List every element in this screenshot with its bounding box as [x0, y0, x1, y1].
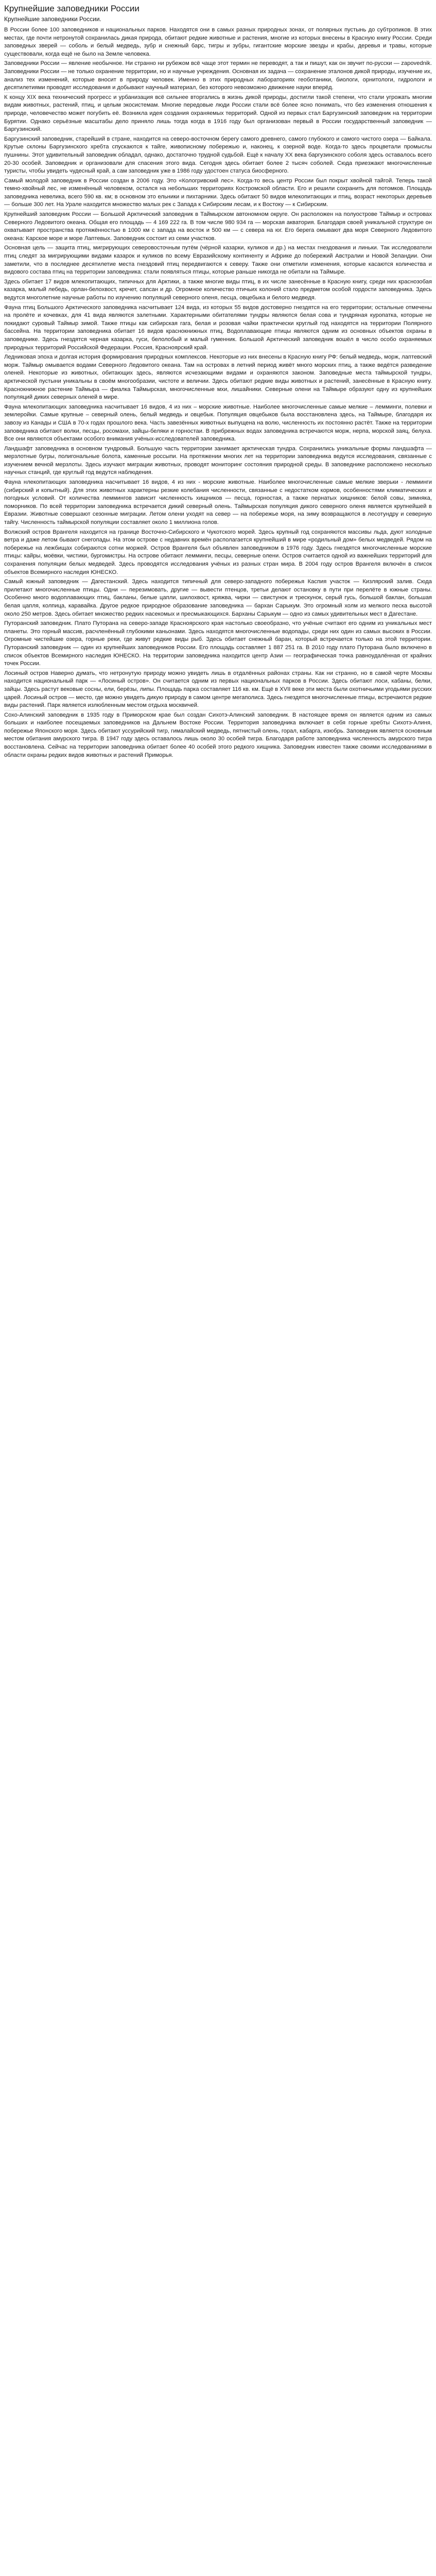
article-paragraph: Баргузинский заповедник, старейший в стране, находится на северо-восточном берегу самого древнего, самого глубокого и самого чистого озера — Байкала. Крутые склоны Баргузинского хребта спускаются к тайге, живописному побережью и, наконец, к озерной воде. Когда-то здесь процветали промыслы пушнины. Этот удивительный заповедник обладал, однако, достаточно трудной судьбой. Ещё к началу ХХ века баргузинского соболя здесь оставалось всего 20-30 особей. Заповедник и организовали для спасения этого вида. Сегодня здесь обитает более 2 тысяч соболей. Сюда приезжают многочисленные туристы, чтобы увидеть чудесный край, а сам заповедник уже в 1986 году удостоен статуса биосферного.: [4, 134, 432, 176]
article-paragraph: Основная цель — защита птиц, мигрирующих северовосточным путём (чёрной казарки, куликов и др.) на местах гнездования и линьки. Так исследователи птиц следят за мигрирующими видами казарок и куликов по всему Евразийскому континенту и Африке до побережий Австралии и Новой Зеландии. Они заметили, что в последнее десятилетие места гнездовий птиц передвигаются к северу. Также они отметили изменения, которые касаются количества и видового состава птиц на территории заповедника: стали появляться птицы, которые раньше никогда не обитали на Таймыре.: [4, 243, 432, 276]
article-paragraph: В России более 100 заповедников и национальных парков. Находятся они в самых разных природных зонах, от полярных пустынь до субтропиков. В этих местах, где почти нетронутой сохранилась дикая природа, обитают редкие животные и растения, многие из которых внесены в Красную книгу России. Среди заповедных зверей — соболь и белый медведь, зубр и снежный барс, тигры и зубры, гигантские морские звезды и крабы, деревья и травы, которые существовали, когда ещё не было на Земле человека.: [4, 27, 432, 57]
article-paragraph: Заповедники России — явление необычное. Ни странно ни рубежом всё чаще этот термин не переводят, а так и пишут, как он звучит по-русски — zapovednik. Заповедники России — не только охранение территории, но и научные учреждения. Основная их задача — сохранение эталонов дикой природы, изучение их, анализ тех изменений, которые вносит в природу человек. Именно в этих природных лабораториях геоботаники, биологи, орнитологи, гидрологи и десятилетиями проводят исследования и добывают научный материал, без которого невозможно движение науки вперёд.: [4, 58, 432, 92]
article-paragraph: К концу XIX века технический прогресс и урбанизация всё сильнее вторгались в жизнь дикой природы, достигли такой степени, что стали угрожать многим видам животных, растений, птиц, и целым экосистемам. Многие передовые люди России стали всё более ясно понимать, что без изменения отношения к природе, человечество может погубить её. Возникла идея создания охраняемых территорий. Одной из первых стал Баргузинский заповедник на территории Бурятии. Однако серьёзные масштабы дело приняло лишь тогда когда в 1916 году был организован первый в России государственный заповедник — Баргузинский.: [4, 92, 432, 134]
article-paragraph: Волжский остров Врангеля находится на границе Восточно-Сибирского и Чукотского морей. Здесь крупный год сохраняются массивы льда, дуют холодные ветра и даже летом бывают снегопады. На этом острове с недавних времён располагается крупнейший в мире «родильный дом» белых медведей. Рядом на побережье на лежбищах собираются сотни моржей. Остров Врангеля был объявлен заповедником в 1976 году. Здесь гнездятся многочисленные морские птицы: кайры, моёвки, чистики, бургомистры. На острове обитают лемминги, песцы, северные олени. Остров считается одной из важнейших территорий для сохранения популяции белых медведей. Здесь проводятся исследования учёных из разных стран мира. В 2004 году остров Врангеля включён в список объектов Всемирного наследия ЮНЕСКО.: [4, 527, 432, 577]
article-paragraph: Фауна млекопитающих заповедника насчитывает 16 видов, 4 из них – морские животные. Наиболее многочисленные самые мелкие – лемминги, полевки и землеройки. Самые крупные – северный олень, белый медведь и овцебык. Популяция овцебыков была восстановлена здесь, на Таймыре, благодаря их завозу из Канады и США в 70-х годах прошлого века. Часть завезённых животных выпущена на волю, численность их постоянно растёт. Также на территории заповедника обитают волки, песцы, росомахи, зайцы-беляки и горностаи. В прибрежных водах заповедника встречаются морж, нерпа, морской заяц, белуха. Все они являются объектами особого внимания учёных-исследователей заповедника.: [4, 402, 432, 444]
article-paragraph: Ландшафт заповедника в основном тундровый. Большую часть территории занимает арктическая тундра. Сохранились уникальные формы ландшафта — мерзлотные бугры, полигональные болота, каменные россыпи. На протяжении многих лет на территории заповедника ведутся исследования, связанные с изучением вечной мерзлоты. Здесь изучают миграции животных, проводят мониторинг состояния природной среды. В заповеднике расположено несколько научных станций, где круглый год ведутся наблюдения.: [4, 444, 432, 477]
article-paragraph: Сохо-Алинский заповедник в 1935 году в Приморском крае был создан Сихотэ-Алинский заповедник. В настоящее время он является одним из самых больших и наиболее посещаемых заповедников на Дальнем Востоке России. Территория заповедника включает в себя горные хребты Сихотэ-Алиня, побережье Японского моря. Здесь обитают уссурийский тигр, гималайский медведь, пятнистый олень, горал, кабарга, изюбрь. Заповедник является основным местом обитания амурского тигра. В 1947 году здесь оставалось лишь около 30 особей тигра. Благодаря работе заповедника численность амурского тигра восстановлена. Сейчас на территории заповедника обитает более 40 особей этого редкого хищника. Заповедник известен также своими исследованиями в области охраны редких видов животных и растений Приморья.: [4, 710, 432, 760]
article-body: [4, 25, 432, 759]
article-paragraph: Фауна птиц Большого Арктического заповедника насчитывает 124 вида, из которых 55 видов достоверно гнездятся на его территории; остальные отмечены на пролёте и кочевках, для 41 вида являются залетными. Характерными обитателями тундры являются белая сова и тундряная куропатка, которые не покидают суровый Таймыр зимой. Также птицы как сибирская гага, белая и розовая чайки практически круглый год находятся на территории Полярного бассейна. На территории заповедника обитает 16 видов краснокнижных птиц. Водоплавающие птицы являются одним из основных объектов охраны в заповеднике. Здесь гнездятся черная казарка, гуси, белолобый и малый гуменник. Большой Арктический заповедник вошёл в число особо охраняемых природных территорий Российской Федерации. Россия, Красноярский край.: [4, 302, 432, 352]
article-paragraph: Крупнейший заповедник России — Большой Арктический заповедник в Таймырском автономном округе. Он расположен на полуострове Таймыр и островах Северного Ледовитого океана. Общая его площадь — 4 169 222 га. В том числе 980 934 га — морская акватория. Благодаря своей уникальной структуре он охватывает пространства протяжённостью в 1000 км с запада на восток и 500 км — с севера на юг. Его берега омывают два моря Северного Ледовитого океана: Карское море и море Лаптевых. Заповедник состоит из семи участков.: [4, 209, 432, 243]
page-title: Крупнейшие заповедники России: [4, 4, 139, 13]
article-paragraph: Фауна нлекопитающих заповедника насчитывает 16 видов, 4 из них - морские животные. Наиболее многочисленные самые мелкие зверьки - лемминги (сибирский и копытный). Для этих животных характерны резкие колебания численности, связанные с недостатком кормов, особенностями климатических и погодных условий. От количества леммингов зависит численность хищников — песца, горностая, а также пернатых хищников: белой совы, зимняка, поморников. По всей территории заповедника встречается дикий северный олень. Таймырская популяция дикого северного оленя является крупнейшей в Евразии. Животные совершают сезонные миграции. Летом олени уходят на север — на побережье моря, на зиму возвращаются в лесотундру и северную тайгу. Численность таймырской популяции составляет около 1 миллиона голов.: [4, 477, 432, 527]
article-paragraph: Здесь обитает 17 видов млекопитающих, типичных для Арктики, а также многие виды птиц, в их числе занесённые в Красную книгу, среди них краснозобая казарка, малый лебедь, орлан-белохвост, кречет, сапсан и др. Огромное количество птичьих колоний стало предметом особой гордости заповедника. Здесь ведутся многолетние научные работы по изучению популяций северного оленя, песца, овцебыка и белого медведя.: [4, 277, 432, 302]
page-subtitle: Крупнейшие заповедники России.: [4, 15, 101, 23]
article-paragraph: Ледниковая эпоха и долгая история формирования природных комплексов. Некоторые из них внесены в Красную книгу РФ: белый медведь, морж, лаптевский морж. Таймыр омывается водами Северного Ледовитого океана. Там на островах в летний период живёт много морских птиц, а также ведётся разведение оленей. Некоторые из животных, обитающих здесь, являются исчезающими видами и охраняются законом. Заповедные места таймырской тундры, арктической пустыни уникальны в своём многообразии, чистоте и величии. Здесь обитают редкие виды животных и растений, занесённые в Красную книгу. Краснокнижное растение Таймыра — фиалка Таймырская, многочисленные мхи, лишайники. Северные олени на Таймыре образуют одну из крупнейших популяций диких северных оленей в мире.: [4, 352, 432, 402]
page: [0, 0, 436, 765]
article-paragraph: Лосиный остров Наверно думать, что нетронутую природу можно увидеть лишь в отдалённых районах страны. Как ни странно, но в самой черте Москвы находится национальный парк — «Лосиный остров». Он считается одним из первых национальных парков в России. Здесь обитают лоси, кабаны, белки, зайцы. Здесь растут вековые сосны, ели, берёзы, липы. Площадь парка составляет 116 кв. км. Ещё в XVII веке эти места были охотничьими угодьями русских царей. Лосиный остров — место, где можно увидеть дикую природу в самом центре мегаполиса. Здесь гнездятся многочисленные птицы, встречаются редкие виды растений. Парк является излюбленным местом отдыха москвичей.: [4, 668, 432, 710]
article-paragraph: Самый южный заповедник — Дагестанский. Здесь находится типичный для северо-западного побережья Каспия участок — Кизлярский залив. Сюда прилетают многочисленные птицы. Одни — перезимовать, другие — вывести птенцов, третьи делают остановку в пути при перелёте в южные страны. Особенно много водоплавающих птиц, бакланы, белые цапли, шилохвост, кряжва, чирки — свистунок и трескунок, серый гусь, большой баклан, большая белая цапля, колпица, каравайка. Другое редкое природное образование заповедника — бархан Сарыкум. Это огромный холм из мелкого песка высотой около 250 метров. Здесь обитает множество редких насекомых и пресмыкающихся. Барханы Сарыкум — одно из самых удивительных мест в Дагестане.: [4, 577, 432, 618]
article-paragraph: Путоранский заповедник. Плато Путорана на северо-западе Красноярского края настолько своеобразно, что учёные считают его одним из уникальных мест планеты. Это горный массив, расчленённый глубокими каньонами. Здесь находятся многочисленные водопады, среди них один из самых высоких в России. Огромные чистейшие озера, горные реки, где живут редкие виды рыб. Здесь обитает снежный баран, который встречается только на этой территории. Путоранский заповедник — один из крупнейших заповедников России. Его площадь составляет 1 887 251 га. В 2010 году плато Путорана было включено в список объектов Всемирного наследия ЮНЕСКО. На территории заповедника находится центр Азии — географическая точка равноудалённая от крайних точек России.: [4, 618, 432, 668]
article-paragraph: Самый молодой заповедник в России создан в 2006 году. Это «Кологривский лес». Когда-то весь центр России был покрыт хвойной тайгой. Теперь такой темно-хвойный лес, не изменённый человеком, остался на небольших территориях Костромской области. Его и решили сохранить для потомков. Площадь заповедника невелика, всего 590 кв. км; в основном это ельники и пихтарники. Здесь обитают 50 видов млекопитающих и птиц, возраст некоторых деревьев — больше 300 лет. На Урале находится множество малых рек с Запада к Сибирским лесам, и к Востоку — к Сибирским.: [4, 176, 432, 209]
